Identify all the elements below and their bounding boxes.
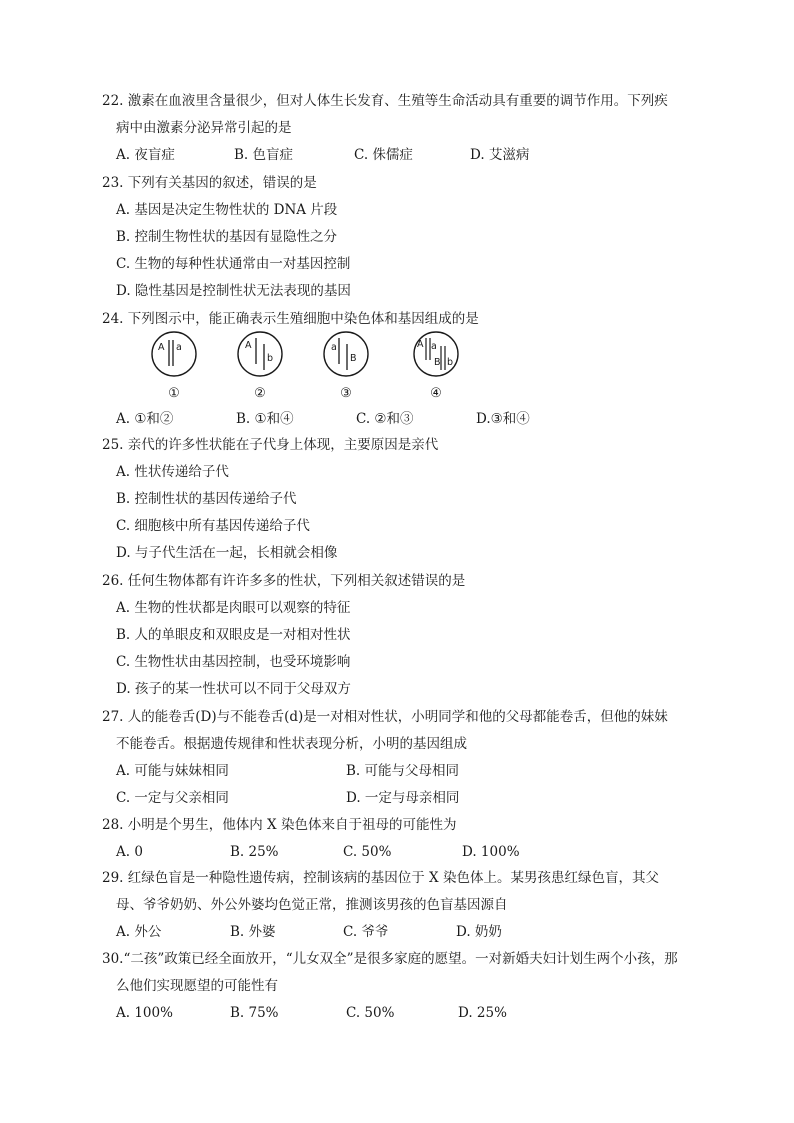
q22-option-c: C. 侏儒症	[354, 147, 413, 163]
cell-number-3: ③	[340, 386, 352, 401]
q26-option-c: C. 生物性状由基因控制，也受环境影响	[116, 654, 351, 670]
q25-option-a: A. 性状传递给子代	[116, 464, 229, 480]
q30-option-a: A. 100%	[116, 1005, 173, 1021]
gene-label: A	[245, 340, 252, 351]
cell-diagram-4	[412, 330, 460, 401]
q27-option-a: A. 可能与妹妹相同	[116, 763, 229, 779]
gene-label: b	[447, 357, 454, 368]
q30-stem-line2: 么他们实现愿望的可能性有	[116, 978, 278, 994]
q23-option-b: B. 控制生物性状的基因有显隐性之分	[116, 229, 338, 245]
q27-stem-line1: 27. 人的能卷舌(D)与不能卷舌(d)是一对相对性状，小明同学和他的父母都能卷舌，但他的妹妹	[102, 709, 668, 725]
q24-option-a: A. ①和②	[116, 411, 174, 427]
q29-option-b: B. 外婆	[230, 924, 276, 940]
q25-option-b: B. 控制性状的基因传递给子代	[116, 491, 297, 507]
q26-option-d: D. 孩子的某一性状可以不同于父母双方	[116, 681, 351, 697]
q27-stem-line2: 不能卷舌。根据遗传规律和性状表现分析，小明的基因组成	[116, 736, 467, 752]
q23-option-a: A. 基因是决定生物性状的 DNA 片段	[116, 202, 338, 218]
cell-number-1: ①	[168, 386, 180, 401]
q28-option-a: A. 0	[116, 844, 143, 860]
q24-stem: 24. 下列图示中，能正确表示生殖细胞中染色体和基因组成的是	[102, 311, 479, 327]
q27-option-c: C. 一定与父亲相同	[116, 790, 229, 806]
cell-diagram-3	[322, 330, 370, 401]
cell-number-2: ②	[254, 386, 266, 401]
q29-option-d: D. 奶奶	[456, 924, 502, 940]
q23-stem: 23. 下列有关基因的叙述，错误的是	[102, 175, 317, 191]
gene-label: A	[158, 342, 165, 353]
q30-stem-line1: 30.“二孩”政策已经全面放开，“儿女双全”是很多家庭的愿望。一对新婚夫妇计划生两个小孩，那	[102, 951, 678, 967]
q24-option-b: B. ①和④	[236, 411, 294, 427]
q30-option-d: D. 25%	[458, 1005, 507, 1021]
q28-option-d: D. 100%	[462, 844, 520, 860]
q29-option-a: A. 外公	[116, 924, 162, 940]
gene-label: A	[417, 339, 424, 350]
cell-membrane-2	[236, 330, 284, 378]
gene-label: b	[267, 353, 274, 364]
q22-stem-line2: 病中由激素分泌异常引起的是	[116, 120, 292, 136]
q28-option-b: B. 25%	[230, 844, 279, 860]
q23-option-c: C. 生物的每种性状通常由一对基因控制	[116, 256, 351, 272]
cell-diagram-2	[236, 330, 284, 401]
gene-label: a	[331, 342, 337, 353]
cell-membrane-4	[412, 330, 460, 378]
q22-option-d: D. 艾滋病	[470, 147, 530, 163]
q24-cell-diagrams	[150, 330, 480, 410]
q28-stem: 28. 小明是个男生，他体内 X 染色体来自于祖母的可能性为	[102, 817, 457, 833]
q30-option-b: B. 75%	[230, 1005, 279, 1021]
q28-option-c: C. 50%	[343, 844, 392, 860]
q22-stem-line1: 22. 激素在血液里含量很少，但对人体生长发育、生殖等生命活动具有重要的调节作用。下列疾	[102, 93, 668, 109]
gene-label: a	[431, 341, 437, 352]
cell-membrane-3	[322, 330, 370, 378]
q26-stem: 26. 任何生物体都有许许多多的性状，下列相关叙述错误的是	[102, 573, 466, 589]
q29-stem-line1: 29. 红绿色盲是一种隐性遗传病，控制该病的基因位于 X 染色体上。某男孩患红绿色盲，其父	[102, 870, 659, 886]
q24-option-d: D.③和④	[476, 411, 530, 427]
q27-option-b: B. 可能与父母相同	[346, 763, 460, 779]
q27-option-d: D. 一定与母亲相同	[346, 790, 460, 806]
gene-label: B	[350, 353, 357, 364]
cell-number-4: ④	[430, 386, 442, 401]
q22-option-a: A. 夜盲症	[116, 147, 175, 163]
q24-option-c: C. ②和③	[356, 411, 414, 427]
q29-stem-line2: 母、爷爷奶奶、外公外婆均色觉正常，推测该男孩的色盲基因源自	[116, 897, 508, 913]
q23-option-d: D. 隐性基因是控制性状无法表现的基因	[116, 283, 351, 299]
q25-stem: 25. 亲代的许多性状能在子代身上体现，主要原因是亲代	[102, 437, 439, 453]
q22-option-b: B. 色盲症	[234, 147, 294, 163]
gene-label: a	[176, 342, 182, 353]
cell-membrane-1	[150, 330, 198, 378]
gene-label: B	[434, 357, 441, 368]
cell-diagram-1	[150, 330, 198, 401]
q29-option-c: C. 爷爷	[343, 924, 389, 940]
q26-option-a: A. 生物的性状都是肉眼可以观察的特征	[116, 600, 351, 616]
q30-option-c: C. 50%	[346, 1005, 395, 1021]
q26-option-b: B. 人的单眼皮和双眼皮是一对相对性状	[116, 627, 351, 643]
q25-option-c: C. 细胞核中所有基因传递给子代	[116, 518, 310, 534]
q25-option-d: D. 与子代生活在一起，长相就会相像	[116, 545, 338, 561]
